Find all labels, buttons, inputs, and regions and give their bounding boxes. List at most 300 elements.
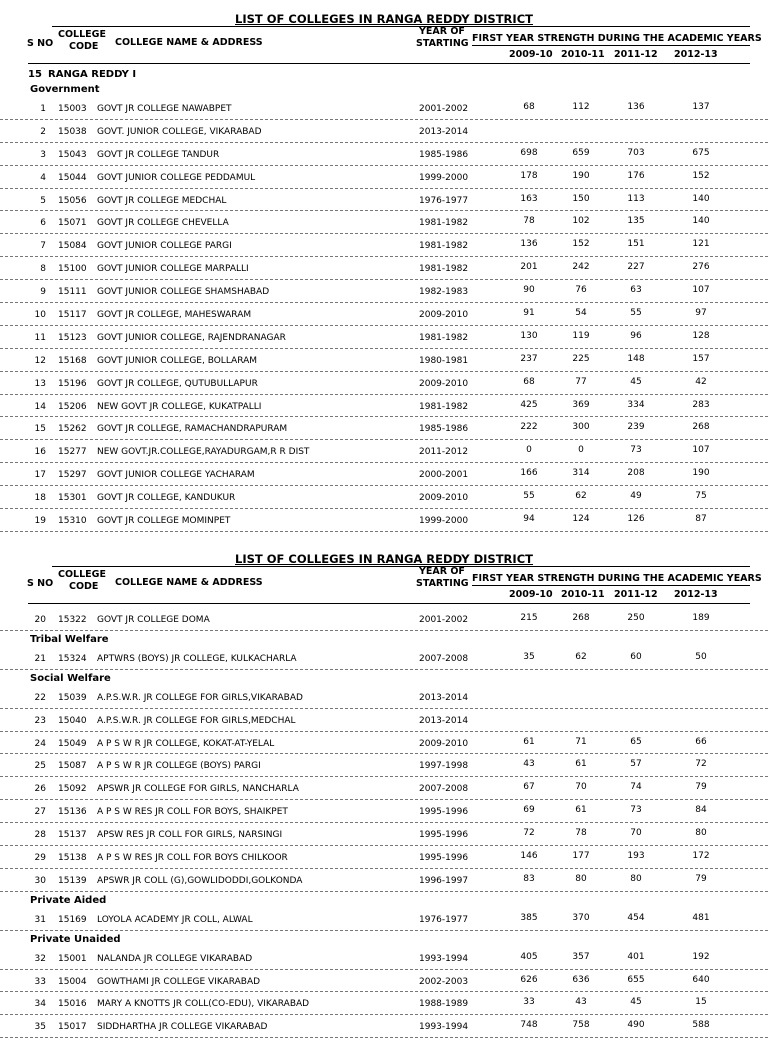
table-row [0, 800, 768, 823]
row-2009-10: 405 [520, 951, 538, 962]
row-2011-12: 334 [627, 399, 645, 410]
table-row [0, 1015, 768, 1038]
row-2010-11: 71 [575, 736, 587, 747]
row-2010-11: 242 [572, 262, 590, 273]
row-college-name: A.P.S.W.R. JR COLLEGE FOR GIRLS,VIKARABAD [97, 692, 303, 703]
row-year: 2013-2014 [419, 715, 469, 726]
row-2009-10: 0 [526, 445, 532, 456]
row-year: 2000-2001 [419, 470, 469, 481]
row-college-code: 15322 [58, 615, 87, 625]
page-title-2: LIST OF COLLEGES IN RANGA REDDY DISTRICT [235, 552, 533, 566]
row-college-name: GOVT JR COLLEGE CHEVELLA [97, 218, 229, 229]
row-college-name: NALANDA JR COLLEGE VIKARABAD [97, 953, 253, 964]
row-2009-10: 90 [523, 285, 535, 296]
row-2010-11: 124 [572, 514, 590, 525]
row-college-name: GOVT JR COLLEGE MOMINPET [97, 516, 231, 527]
row-year: 1981-1982 [419, 401, 469, 412]
row-2009-10: 748 [520, 1020, 538, 1031]
row-college-code: 15324 [58, 653, 87, 664]
row-college-code: 15168 [58, 355, 87, 366]
row-year: 1999-2000 [419, 516, 469, 527]
row-2010-11: 225 [572, 353, 590, 364]
row-2012-13: 140 [692, 216, 710, 227]
row-year: 1976-1977 [419, 195, 469, 206]
row-year: 2009-2010 [419, 310, 469, 321]
row-2012-13: 79 [695, 782, 707, 793]
row-2009-10: 94 [523, 514, 535, 525]
row-2012-13: 128 [692, 330, 710, 341]
row-college-name: A P S W RES JR COLL FOR BOYS CHILKOOR [97, 853, 288, 864]
row-college-code: 15123 [58, 332, 87, 343]
header-year-2: STARTING [416, 578, 469, 589]
table-row [0, 608, 768, 631]
row-year: 2001-2002 [419, 104, 469, 114]
row-sno: 11 [34, 332, 46, 343]
row-college-name: GOVT JR COLLEGE TANDUR [97, 149, 220, 160]
row-college-code: 15004 [58, 976, 87, 987]
table-row [0, 732, 768, 755]
row-2011-12: 55 [630, 308, 642, 319]
row-2010-11: 190 [572, 170, 590, 181]
group-heading: Government [30, 84, 100, 95]
row-2010-11: 636 [572, 974, 590, 985]
row-2010-11: 268 [572, 613, 590, 623]
row-2009-10: 146 [520, 851, 538, 862]
header-strength: FIRST YEAR STRENGTH DURING THE ACADEMIC YEARS [472, 33, 762, 44]
header-year: YEAR OF [419, 566, 465, 577]
row-2012-13: 15 [695, 997, 707, 1008]
row-2012-13: 192 [692, 951, 710, 962]
row-2012-13: 97 [695, 308, 707, 319]
row-2010-11: 369 [572, 399, 590, 410]
row-college-name: NEW GOVT JR COLLEGE, KUKATPALLI [97, 401, 262, 412]
row-2009-10: 67 [523, 782, 535, 793]
row-college-name: GOVT JR COLLEGE MEDCHAL [97, 195, 227, 206]
row-2011-12: 70 [630, 828, 642, 839]
row-2011-12: 454 [627, 912, 645, 923]
row-college-code: 15040 [58, 715, 87, 726]
table-row [0, 647, 768, 670]
row-2011-12: 49 [630, 491, 642, 502]
row-sno: 28 [34, 830, 46, 841]
header-year: YEAR OF [419, 26, 465, 37]
table-row [0, 234, 768, 257]
row-sno: 23 [34, 715, 46, 726]
row-2009-10: 130 [520, 330, 538, 341]
row-sno: 15 [34, 424, 46, 435]
row-2011-12: 80 [630, 873, 642, 884]
row-2010-11: 54 [575, 308, 587, 319]
row-2012-13: 157 [692, 353, 710, 364]
row-college-name: GOVT JR COLLEGE, RAMACHANDRAPURAM [97, 424, 288, 435]
row-2009-10: 178 [520, 170, 538, 181]
row-2010-11: 78 [575, 828, 587, 839]
row-year: 2011-2012 [419, 447, 469, 458]
row-2011-12: 113 [627, 193, 645, 204]
row-2009-10: 35 [523, 651, 535, 662]
row-2011-12: 73 [630, 445, 642, 456]
row-college-code: 15003 [58, 104, 87, 114]
row-college-name: MARY A KNOTTS JR COLL(CO-EDU), VIKARABAD [97, 999, 310, 1010]
district-heading: 15 RANGA REDDY I [28, 69, 137, 80]
row-college-name: GOVT JUNIOR COLLEGE PEDDAMUL [97, 172, 256, 183]
row-2010-11: 102 [572, 216, 590, 227]
row-sno: 19 [34, 516, 46, 527]
table-row [0, 823, 768, 846]
table-row [0, 257, 768, 280]
row-2010-11: 370 [572, 912, 590, 923]
row-2012-13: 481 [692, 912, 710, 923]
row-2012-13: 50 [695, 651, 707, 662]
row-college-code: 15137 [58, 830, 87, 841]
row-year: 2007-2008 [419, 784, 469, 795]
row-2011-12: 135 [627, 216, 645, 227]
row-year: 2002-2003 [419, 976, 469, 987]
row-2009-10: 222 [520, 422, 538, 433]
row-year: 1982-1983 [419, 287, 469, 298]
table-row [0, 486, 768, 509]
row-2012-13: 190 [692, 468, 710, 479]
row-college-code: 15138 [58, 853, 87, 864]
row-2012-13: 268 [692, 422, 710, 433]
row-2011-12: 193 [627, 851, 645, 862]
row-2011-12: 703 [627, 147, 645, 158]
row-2010-11: 43 [575, 997, 587, 1008]
row-2011-12: 227 [627, 262, 645, 273]
row-2009-10: 55 [523, 491, 535, 502]
header-year-2012: 2012-13 [674, 49, 718, 60]
row-college-name: GOVT JUNIOR COLLEGE YACHARAM [97, 470, 255, 481]
row-college-code: 15206 [58, 401, 87, 412]
header-college-code: COLLEGE [58, 569, 106, 580]
row-2012-13: 276 [692, 262, 710, 273]
row-2012-13: 75 [695, 491, 707, 502]
header-sno: S NO [27, 38, 54, 49]
row-year: 1995-1996 [419, 807, 469, 818]
row-college-code: 15092 [58, 784, 87, 795]
row-college-code: 15084 [58, 241, 87, 252]
row-2011-12: 74 [630, 782, 642, 793]
row-2011-12: 176 [627, 170, 645, 181]
row-2009-10: 83 [523, 873, 535, 884]
row-2011-12: 63 [630, 285, 642, 296]
row-2009-10: 385 [520, 912, 538, 923]
row-2012-13: 107 [692, 445, 710, 456]
row-2012-13: 42 [695, 376, 707, 387]
row-2010-11: 62 [575, 491, 587, 502]
row-sno: 1 [40, 104, 46, 114]
row-college-name: GOVT JUNIOR COLLEGE, RAJENDRANAGAR [97, 332, 286, 343]
table-row [0, 326, 768, 349]
row-2012-13: 172 [692, 851, 710, 862]
row-college-name: GOVT. JUNIOR COLLEGE, VIKARABAD [97, 126, 262, 137]
row-year: 2009-2010 [419, 493, 469, 504]
row-year: 1993-1994 [419, 1022, 469, 1033]
row-2012-13: 72 [695, 759, 707, 770]
row-college-name: GOWTHAMI JR COLLEGE VIKARABAD [97, 976, 261, 987]
row-2012-13: 66 [695, 736, 707, 747]
row-2012-13: 80 [695, 828, 707, 839]
row-2010-11: 77 [575, 376, 587, 387]
row-college-name: GOVT JUNIOR COLLEGE, BOLLARAM [97, 355, 258, 366]
row-year: 2013-2014 [419, 692, 469, 703]
row-college-code: 15111 [58, 287, 87, 298]
row-2011-12: 126 [627, 514, 645, 525]
row-college-code: 15297 [58, 470, 87, 481]
row-sno: 20 [34, 615, 46, 625]
row-college-code: 15044 [58, 172, 87, 183]
row-year: 2009-2010 [419, 738, 469, 749]
row-year: 1985-1986 [419, 149, 469, 160]
table-row [0, 97, 768, 120]
row-college-name: GOVT JR COLLEGE NAWABPET [97, 104, 232, 114]
table-row [0, 709, 768, 732]
row-year: 1995-1996 [419, 853, 469, 864]
row-sno: 4 [40, 172, 46, 183]
row-sno: 27 [34, 807, 46, 818]
row-2009-10: 43 [523, 759, 535, 770]
row-sno: 17 [34, 470, 46, 481]
row-college-name: GOVT JUNIOR COLLEGE PARGI [97, 241, 232, 252]
row-2011-12: 250 [627, 613, 645, 623]
row-college-code: 15071 [58, 218, 87, 229]
row-2010-11: 152 [572, 239, 590, 250]
row-sno: 10 [34, 310, 46, 321]
row-college-name: APSWR JR COLL (G),GOWLIDODDI,GOLKONDA [97, 875, 303, 886]
row-2009-10: 201 [520, 262, 538, 273]
row-sno: 34 [34, 999, 46, 1010]
row-college-code: 15117 [58, 310, 87, 321]
row-2010-11: 61 [575, 759, 587, 770]
header-year-2011: 2011-12 [614, 589, 658, 600]
row-college-name: GOVT JUNIOR COLLEGE SHAMSHABAD [97, 287, 270, 298]
table-row [0, 869, 768, 892]
header-sno: S NO [27, 578, 54, 589]
row-college-name: GOVT JR COLLEGE, QUTUBULLAPUR [97, 378, 258, 389]
row-college-name: APSWR JR COLLEGE FOR GIRLS, NANCHARLA [97, 784, 299, 795]
row-college-name: APSW RES JR COLL FOR GIRLS, NARSINGI [97, 830, 283, 841]
row-2012-13: 588 [692, 1020, 710, 1031]
row-college-code: 15017 [58, 1022, 87, 1033]
row-2012-13: 137 [692, 102, 710, 112]
row-sno: 13 [34, 378, 46, 389]
header-college-name: COLLEGE NAME & ADDRESS [115, 577, 263, 588]
row-sno: 33 [34, 976, 46, 987]
row-2009-10: 33 [523, 997, 535, 1008]
row-sno: 18 [34, 493, 46, 504]
row-2012-13: 87 [695, 514, 707, 525]
group-heading: Private Unaided [30, 933, 121, 945]
row-year: 2013-2014 [419, 126, 469, 137]
row-2011-12: 45 [630, 376, 642, 387]
row-year: 1995-1996 [419, 830, 469, 841]
row-2009-10: 136 [520, 239, 538, 250]
row-college-code: 15087 [58, 761, 87, 772]
table-row [0, 463, 768, 486]
row-2009-10: 215 [520, 613, 538, 623]
row-year: 2009-2010 [419, 378, 469, 389]
row-sno: 5 [40, 195, 46, 206]
row-2009-10: 68 [523, 102, 535, 112]
row-sno: 21 [34, 653, 46, 664]
row-2012-13: 107 [692, 285, 710, 296]
row-2011-12: 151 [627, 239, 645, 250]
row-college-code: 15056 [58, 195, 87, 206]
row-2011-12: 45 [630, 997, 642, 1008]
table-row [0, 947, 768, 970]
row-2009-10: 78 [523, 216, 535, 227]
table-row [0, 509, 768, 532]
row-year: 2001-2002 [419, 615, 469, 625]
row-college-code: 15169 [58, 914, 87, 925]
row-2010-11: 119 [572, 330, 590, 341]
row-2010-11: 61 [575, 805, 587, 816]
row-college-name: NEW GOVT.JR.COLLEGE,RAYADURGAM,R R DIST [97, 447, 310, 458]
table-row [0, 166, 768, 189]
row-2009-10: 72 [523, 828, 535, 839]
page-title: LIST OF COLLEGES IN RANGA REDDY DISTRICT [235, 12, 533, 26]
row-college-code: 15139 [58, 875, 87, 886]
group-heading: Tribal Welfare [30, 633, 109, 645]
row-college-code: 15136 [58, 807, 87, 818]
header-college-code: COLLEGE [58, 29, 106, 40]
table-row [0, 754, 768, 777]
row-2012-13: 140 [692, 193, 710, 204]
row-year: 1988-1989 [419, 999, 469, 1010]
row-sno: 32 [34, 953, 46, 964]
row-sno: 6 [40, 218, 46, 229]
row-sno: 22 [34, 692, 46, 703]
table-header [0, 26, 768, 72]
row-year: 1981-1982 [419, 241, 469, 252]
row-sno: 8 [40, 264, 46, 275]
row-college-code: 15039 [58, 692, 87, 703]
row-college-name: SIDDHARTHA JR COLLEGE VIKARABAD [97, 1022, 268, 1033]
table-row [0, 349, 768, 372]
row-2009-10: 163 [520, 193, 538, 204]
header-year-2: STARTING [416, 38, 469, 49]
table-row [0, 372, 768, 395]
header-year-2010: 2010-11 [561, 49, 605, 60]
table-header-2 [0, 566, 768, 612]
header-year-2011: 2011-12 [614, 49, 658, 60]
row-year: 1980-1981 [419, 355, 469, 366]
row-year: 1981-1982 [419, 332, 469, 343]
row-2009-10: 68 [523, 376, 535, 387]
table-row [0, 440, 768, 463]
table-row [0, 211, 768, 234]
header-year-2009: 2009-10 [509, 589, 553, 600]
row-2010-11: 659 [572, 147, 590, 158]
row-2010-11: 62 [575, 651, 587, 662]
row-2012-13: 675 [692, 147, 710, 158]
row-2010-11: 357 [572, 951, 590, 962]
table-row [0, 143, 768, 166]
table-row [0, 777, 768, 800]
header-college-code-2: CODE [69, 581, 99, 592]
row-2011-12: 401 [627, 951, 645, 962]
group-heading: Private Aided [30, 894, 107, 906]
row-year: 2007-2008 [419, 653, 469, 664]
row-college-code: 15262 [58, 424, 87, 435]
table-row [0, 120, 768, 143]
row-college-name: A P S W R JR COLLEGE, KOKAT-AT-YELAL [97, 738, 275, 749]
table-row [0, 417, 768, 440]
row-year: 1997-1998 [419, 761, 469, 772]
row-2011-12: 57 [630, 759, 642, 770]
row-2010-11: 76 [575, 285, 587, 296]
header-strength: FIRST YEAR STRENGTH DURING THE ACADEMIC YEARS [472, 573, 762, 584]
table-row [0, 303, 768, 326]
row-sno: 30 [34, 875, 46, 886]
row-college-code: 15196 [58, 378, 87, 389]
row-2012-13: 152 [692, 170, 710, 181]
row-2011-12: 73 [630, 805, 642, 816]
row-college-code: 15049 [58, 738, 87, 749]
row-sno: 2 [40, 126, 46, 137]
header-college-code-2: CODE [69, 41, 99, 52]
row-sno: 31 [34, 914, 46, 925]
row-college-code: 15038 [58, 126, 87, 137]
table-row [0, 686, 768, 709]
header-year-2010: 2010-11 [561, 589, 605, 600]
row-2012-13: 79 [695, 873, 707, 884]
row-2011-12: 490 [627, 1020, 645, 1031]
row-college-code: 15016 [58, 999, 87, 1010]
row-sno: 14 [34, 401, 46, 412]
row-2011-12: 136 [627, 102, 645, 112]
row-2010-11: 314 [572, 468, 590, 479]
row-sno: 29 [34, 853, 46, 864]
row-2011-12: 239 [627, 422, 645, 433]
row-college-name: GOVT JR COLLEGE DOMA [97, 615, 210, 625]
row-college-name: A.P.S.W.R. JR COLLEGE FOR GIRLS,MEDCHAL [97, 715, 296, 726]
row-year: 1985-1986 [419, 424, 469, 435]
row-2011-12: 655 [627, 974, 645, 985]
row-2012-13: 84 [695, 805, 707, 816]
row-2012-13: 121 [692, 239, 710, 250]
row-sno: 26 [34, 784, 46, 795]
row-college-code: 15310 [58, 516, 87, 527]
row-2011-12: 96 [630, 330, 642, 341]
row-college-code: 15277 [58, 447, 87, 458]
row-college-name: GOVT JR COLLEGE, MAHESWARAM [97, 310, 252, 321]
table-row [0, 846, 768, 869]
group-heading: Social Welfare [30, 672, 111, 684]
header-college-name: COLLEGE NAME & ADDRESS [115, 37, 263, 48]
row-college-name: GOVT JR COLLEGE, KANDUKUR [97, 493, 236, 504]
row-year: 1993-1994 [419, 953, 469, 964]
row-year: 1996-1997 [419, 875, 469, 886]
row-2009-10: 91 [523, 308, 535, 319]
row-2010-11: 150 [572, 193, 590, 204]
row-college-code: 15043 [58, 149, 87, 160]
row-year: 1976-1977 [419, 914, 469, 925]
row-2011-12: 60 [630, 651, 642, 662]
row-college-name: APTWRS (BOYS) JR COLLEGE, KULKACHARLA [97, 653, 297, 664]
row-sno: 12 [34, 355, 46, 366]
table-row [0, 970, 768, 993]
row-sno: 25 [34, 761, 46, 772]
row-sno: 35 [34, 1022, 46, 1033]
row-2012-13: 189 [692, 613, 710, 623]
row-year: 1999-2000 [419, 172, 469, 183]
table-row [0, 395, 768, 418]
row-2009-10: 626 [520, 974, 538, 985]
row-2010-11: 0 [578, 445, 584, 456]
row-sno: 3 [40, 149, 46, 160]
row-2011-12: 148 [627, 353, 645, 364]
